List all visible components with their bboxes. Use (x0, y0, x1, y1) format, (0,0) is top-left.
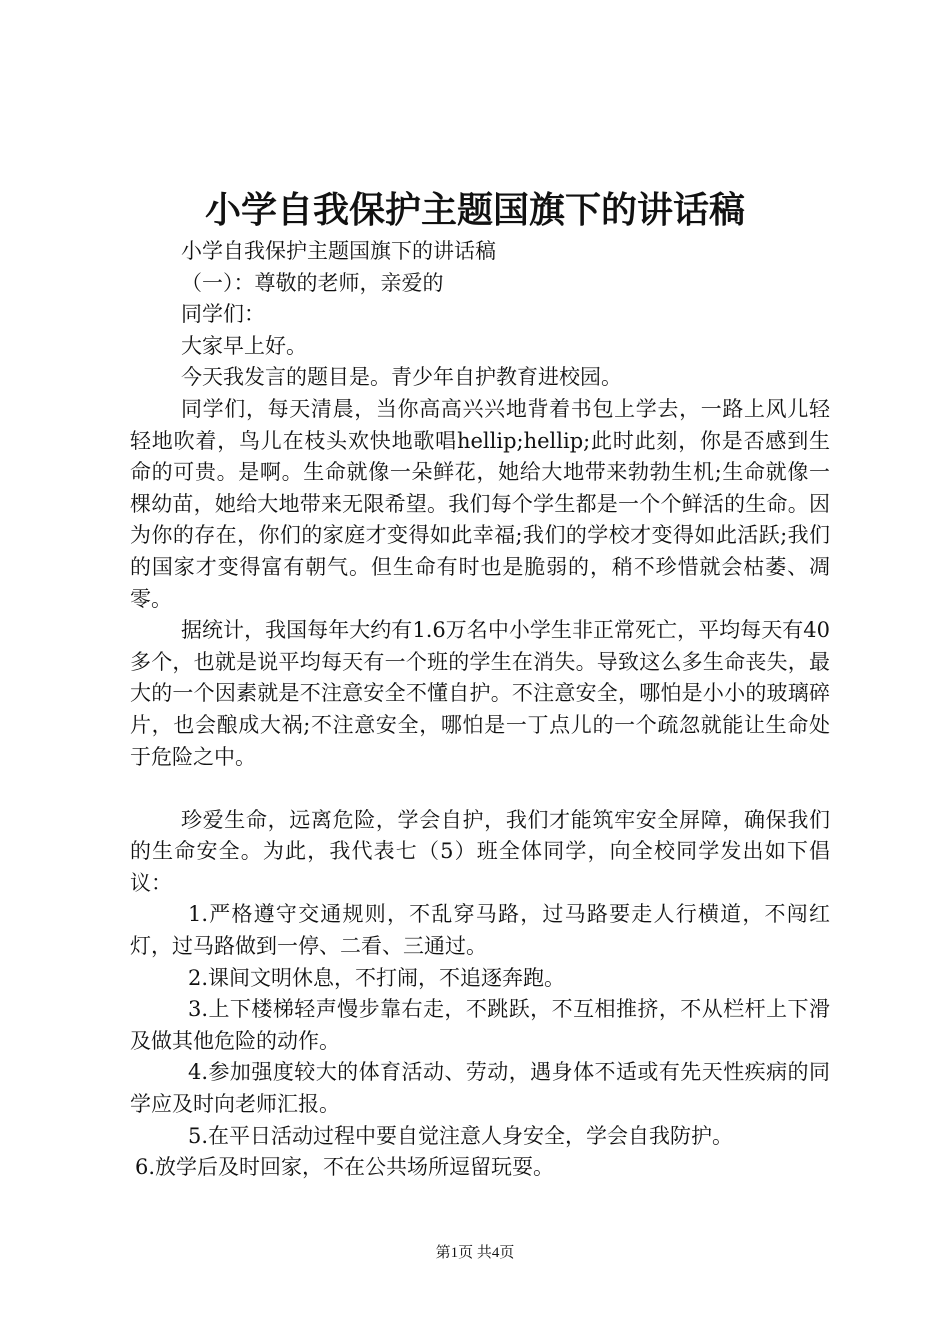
paragraph-statistics: 据统计，我国每年大约有1.6万名中小学生非正常死亡，平均每天有40多个，也就是说平均每天有一个班的学生在消失。导致这么多生命丧失，最大的一个因素就是不注意安全不懂自护。不注意安全，哪怕是小小的玻璃碎片，也会酿成大祸;不注意安全，哪怕是一丁点儿的一个疏忽就能让生命处于危险之中。 (130, 618, 830, 769)
proposal-item-4: 4.参加强度较大的体育活动、劳动，遇身体不适或有先天性疾病的同学应及时向老师汇报。 (130, 1060, 830, 1117)
paragraph-greeting: 大家早上好。 (181, 333, 307, 358)
page-number: 第1页 共4页 (435, 1245, 515, 1261)
proposal-item-6: 6.放学后及时回家，不在公共场所逗留玩耍。 (135, 1155, 555, 1180)
proposal-item-5: 5.在平日活动过程中要自觉注意人身安全，学会自我防护。 (188, 1123, 734, 1148)
paragraph-salutation-2: 同学们： (181, 302, 265, 327)
paragraph-salutation-1: （一）：尊敬的老师，亲爱的 (181, 270, 444, 295)
proposal-item-1: 1.严格遵守交通规则，不乱穿马路，过马路要走人行横道，不闯红灯，过马路做到一停、二看、三通过。 (130, 902, 830, 959)
paragraph-proposal-intro: 珍爱生命，远离危险，学会自护，我们才能筑牢安全屏障，确保我们的生命安全。为此，我代表七（5）班全体同学，向全校同学发出如下倡议： (130, 807, 830, 895)
proposal-item-3: 3.上下楼梯轻声慢步靠右走，不跳跃，不互相推挤，不从栏杆上下滑及做其他危险的动作。 (130, 997, 830, 1053)
paragraph-subtitle: 小学自我保护主题国旗下的讲话稿 (181, 239, 496, 263)
document-body (130, 236, 830, 1184)
paragraph-morning: 同学们，每天清晨，当你高高兴兴地背着书包上学去，一路上风儿轻轻地吹着，鸟儿在枝头欢快地歌唱hellip;hellip;此时此刻，你是否感到生命的可贵。是啊。生命就像一朵鲜花，她给大地带来勃勃生机;生命就像一棵幼苗，她给大地带来无限希望。我们每个学生都是一个个鲜活的生命。因为你的存在，你们的家庭才变得如此幸福;我们的学校才变得如此活跃;我们的国家才变得富有朝气。但生命有时也是脆弱的，稍不珍惜就会枯萎、凋零。 (130, 396, 830, 611)
document-title: 小学自我保护主题国旗下的讲话稿 (204, 189, 745, 231)
blank-line (130, 773, 830, 805)
proposal-item-2: 2.课间文明休息，不打闹，不追逐奔跑。 (188, 965, 566, 990)
paragraph-topic: 今天我发言的题目是。青少年自护教育进校园。 (181, 365, 622, 390)
